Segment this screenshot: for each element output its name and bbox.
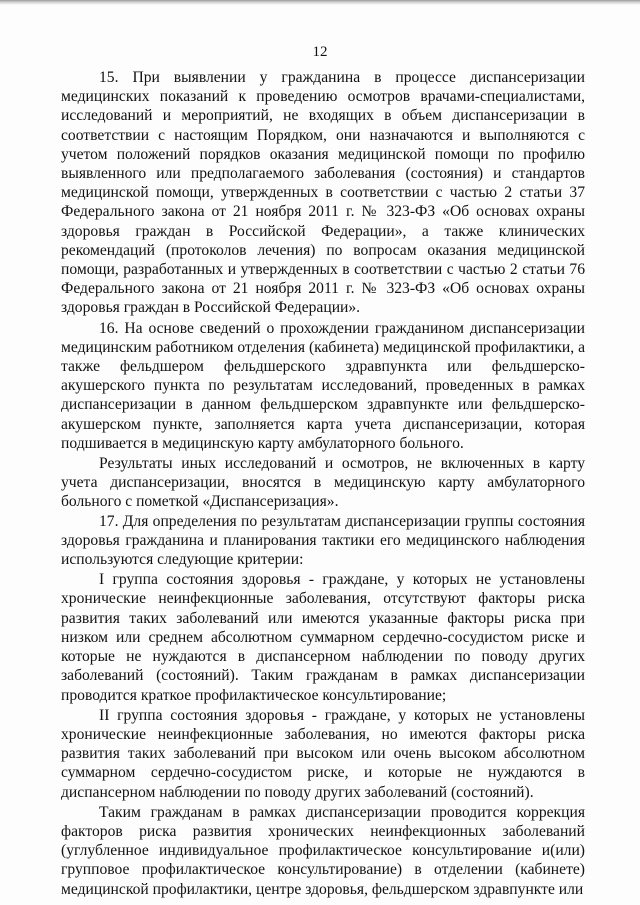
paragraph-17: 17. Для определения по результатам диспансеризации группы состояния здоровья гражданина и планирования тактики его медицинского наблюдения используются следующие критерии: [61, 512, 585, 569]
page-number: 12 [312, 44, 328, 60]
paragraph-group-2: II группа состояния здоровья - граждане, у которых не установлены хронические неинфекционные заболевания, но имеются факторы риска развития таких заболеваний при высоком или очень высоком абсолютном суммарном сердечно-сосудистом риске, и которые не нуждаются в диспансерном наблюдении по поводу других заболеваний (состояний). [61, 706, 585, 801]
paragraph-16: 16. На основе сведений о прохождении гражданином диспансеризации медицинским работником отделения (кабинета) медицинской профилактики, а также фельдшером фельдшерского здравпункта или фельдшерско-акушерского пункта по результатам исследований, проведенных в рамках диспансеризации в данном фельдшерском здравпункте или фельдшерско-акушерском пункте, заполняется карта учета диспансеризации, которая подшивается в медицинскую карту амбулаторного больного. [61, 319, 585, 452]
paragraph-16-results: Результаты иных исследований и осмотров, не включенных в карту учета диспансеризации, вносятся в медицинскую карту амбулаторного больного с пометкой «Диспансеризация». [61, 455, 585, 511]
document-body [61, 68, 585, 899]
paragraph-15: 15. При выявлении у гражданина в процессе диспансеризации медицинских показаний к проведению осмотров врачами-специалистами, исследований и мероприятий, не входящих в объем диспансеризации в соответствии с настоящим Порядком, они назначаются и выполняются с учетом положений порядков оказания медицинской помощи по профилю выявленного или предполагаемого заболевания (состояния) и стандартов медицинской помощи, утвержденных в соответствии с частью 2 статьи 37 Федерального закона от 21 ноября 2011 г. № 323-ФЗ «Об основах охраны здоровья граждан в Российской Федерации», а также клинических рекомендаций (протоколов лечения) по вопросам оказания медицинской помощи, разработанных и утвержденных в соответствии с частью 2 статьи 76 Федерального закона от 21 ноября 2011 г. № 323-ФЗ «Об основах охраны здоровья граждан в Российской Федерации». [61, 69, 585, 317]
paragraph-group-1: I группа состояния здоровья - граждане, у которых не установлены хронические неинфекционные заболевания, отсутствуют факторы риска развития таких заболеваний или имеются указанные факторы риска при низком или среднем абсолютном суммарном сердечно-сосудистом риске и которые не нуждаются в диспансерном наблюдении по поводу других заболеваний (состояний). Таким гражданам в рамках диспансеризации проводится краткое профилактическое консультирование; [61, 571, 585, 704]
paragraph-group-2-measures: Таким гражданам в рамках диспансеризации проводится коррекция факторов риска развития хронических неинфекционных заболеваний (углубленное индивидуальное профилактическое консультирование и(или) групповое профилактическое консультирование) в отделении (кабинете) медицинской профилактики, центре здоровья, фельдшерском здравпункте или [61, 803, 585, 898]
scan-top-edge [0, 0, 640, 5]
